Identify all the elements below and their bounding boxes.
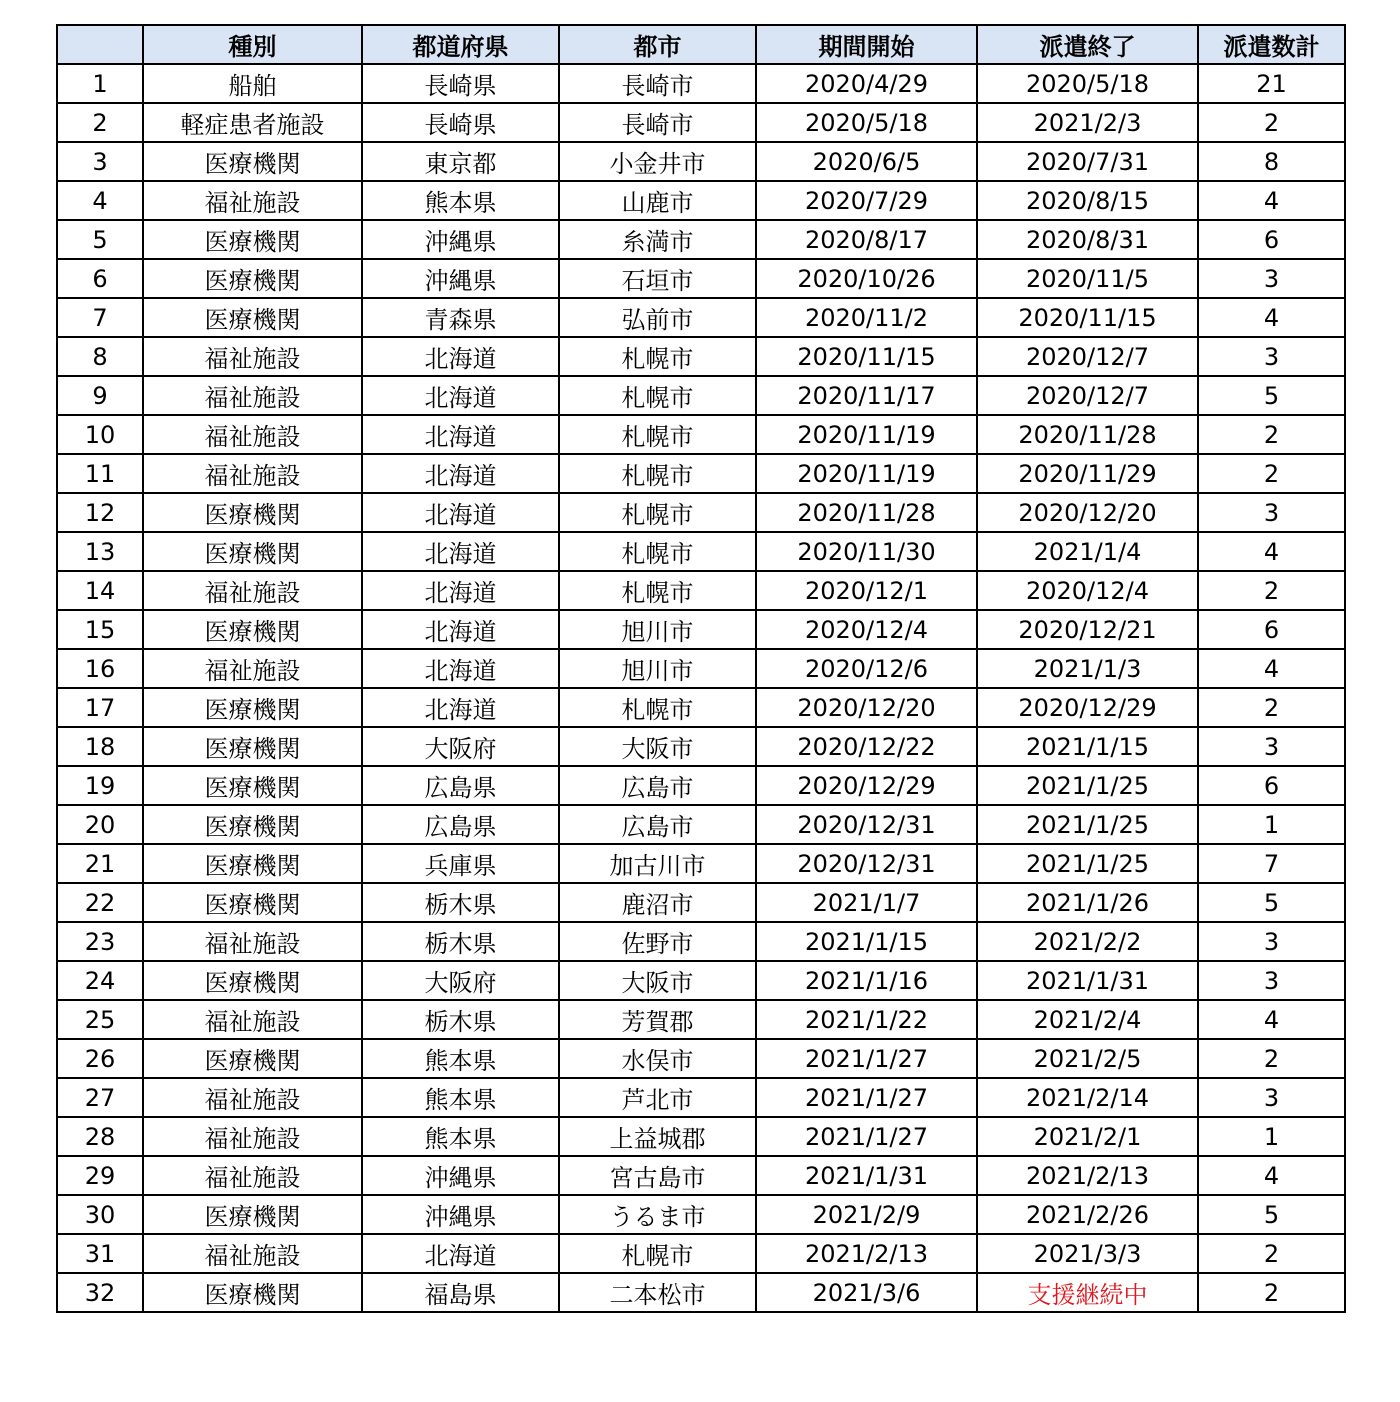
cell-dispatch-total: 5 xyxy=(1198,376,1345,415)
cell-city: 札幌市 xyxy=(559,454,756,493)
cell-start-date: 2020/7/29 xyxy=(756,181,977,220)
cell-end-date: 2020/8/15 xyxy=(977,181,1198,220)
cell-index: 5 xyxy=(57,220,143,259)
cell-city: 二本松市 xyxy=(559,1273,756,1312)
cell-start-date: 2021/3/6 xyxy=(756,1273,977,1312)
cell-end-date: 2021/1/25 xyxy=(977,805,1198,844)
cell-start-date: 2020/12/6 xyxy=(756,649,977,688)
cell-index: 24 xyxy=(57,961,143,1000)
cell-type: 福祉施設 xyxy=(143,571,362,610)
cell-start-date: 2021/2/9 xyxy=(756,1195,977,1234)
table-row xyxy=(57,727,1345,766)
cell-prefecture: 沖縄県 xyxy=(362,259,559,298)
cell-index: 12 xyxy=(57,493,143,532)
cell-start-date: 2020/6/5 xyxy=(756,142,977,181)
cell-type: 医療機関 xyxy=(143,1195,362,1234)
table-row xyxy=(57,844,1345,883)
table-row xyxy=(57,1117,1345,1156)
cell-start-date: 2020/11/19 xyxy=(756,454,977,493)
cell-city: 札幌市 xyxy=(559,532,756,571)
cell-end-date: 2020/11/5 xyxy=(977,259,1198,298)
cell-type: 医療機関 xyxy=(143,610,362,649)
cell-end-date: 2020/12/7 xyxy=(977,376,1198,415)
cell-index: 21 xyxy=(57,844,143,883)
cell-index: 1 xyxy=(57,64,143,103)
cell-index: 32 xyxy=(57,1273,143,1312)
cell-index: 26 xyxy=(57,1039,143,1078)
cell-dispatch-total: 3 xyxy=(1198,493,1345,532)
cell-type: 福祉施設 xyxy=(143,181,362,220)
cell-start-date: 2021/1/27 xyxy=(756,1078,977,1117)
cell-city: 長崎市 xyxy=(559,103,756,142)
cell-end-date: 2020/12/7 xyxy=(977,337,1198,376)
cell-end-date: 2021/1/4 xyxy=(977,532,1198,571)
cell-type: 医療機関 xyxy=(143,220,362,259)
table-row xyxy=(57,103,1345,142)
cell-prefecture: 大阪府 xyxy=(362,961,559,1000)
cell-start-date: 2020/8/17 xyxy=(756,220,977,259)
cell-start-date: 2020/12/20 xyxy=(756,688,977,727)
cell-dispatch-total: 4 xyxy=(1198,532,1345,571)
table-row xyxy=(57,220,1345,259)
cell-start-date: 2021/1/7 xyxy=(756,883,977,922)
cell-prefecture: 北海道 xyxy=(362,571,559,610)
cell-city: 長崎市 xyxy=(559,64,756,103)
cell-city: 広島市 xyxy=(559,805,756,844)
cell-dispatch-total: 4 xyxy=(1198,649,1345,688)
table-row xyxy=(57,766,1345,805)
cell-dispatch-total: 3 xyxy=(1198,922,1345,961)
table-body xyxy=(57,64,1345,1312)
cell-city: 水俣市 xyxy=(559,1039,756,1078)
table-row xyxy=(57,454,1345,493)
header-index xyxy=(57,25,143,64)
cell-dispatch-total: 5 xyxy=(1198,883,1345,922)
cell-prefecture: 大阪府 xyxy=(362,727,559,766)
cell-start-date: 2020/11/28 xyxy=(756,493,977,532)
cell-city: 札幌市 xyxy=(559,688,756,727)
cell-start-date: 2021/1/16 xyxy=(756,961,977,1000)
table-row xyxy=(57,1273,1345,1312)
cell-city: 芦北市 xyxy=(559,1078,756,1117)
cell-index: 15 xyxy=(57,610,143,649)
cell-dispatch-total: 8 xyxy=(1198,142,1345,181)
cell-end-date: 2021/1/25 xyxy=(977,766,1198,805)
cell-index: 30 xyxy=(57,1195,143,1234)
cell-city: 旭川市 xyxy=(559,649,756,688)
cell-prefecture: 長崎県 xyxy=(362,103,559,142)
dispatch-table xyxy=(56,24,1346,1313)
cell-end-date: 2021/1/31 xyxy=(977,961,1198,1000)
cell-end-date: 2021/2/13 xyxy=(977,1156,1198,1195)
cell-type: 軽症患者施設 xyxy=(143,103,362,142)
cell-type: 福祉施設 xyxy=(143,337,362,376)
cell-city: 札幌市 xyxy=(559,415,756,454)
cell-start-date: 2021/1/27 xyxy=(756,1039,977,1078)
cell-index: 19 xyxy=(57,766,143,805)
cell-city: 旭川市 xyxy=(559,610,756,649)
cell-city: 大阪市 xyxy=(559,961,756,1000)
cell-prefecture: 福島県 xyxy=(362,1273,559,1312)
cell-city: 宮古島市 xyxy=(559,1156,756,1195)
cell-dispatch-total: 3 xyxy=(1198,259,1345,298)
cell-dispatch-total: 6 xyxy=(1198,610,1345,649)
cell-dispatch-total: 3 xyxy=(1198,337,1345,376)
table-header xyxy=(57,25,1345,64)
cell-city: 広島市 xyxy=(559,766,756,805)
cell-end-date: 2021/2/5 xyxy=(977,1039,1198,1078)
cell-prefecture: 北海道 xyxy=(362,415,559,454)
cell-prefecture: 北海道 xyxy=(362,649,559,688)
cell-index: 7 xyxy=(57,298,143,337)
cell-end-date: 2020/12/20 xyxy=(977,493,1198,532)
cell-start-date: 2020/12/31 xyxy=(756,805,977,844)
cell-dispatch-total: 21 xyxy=(1198,64,1345,103)
cell-start-date: 2020/12/4 xyxy=(756,610,977,649)
cell-start-date: 2020/12/31 xyxy=(756,844,977,883)
cell-type: 医療機関 xyxy=(143,805,362,844)
cell-city: 札幌市 xyxy=(559,493,756,532)
cell-start-date: 2020/12/22 xyxy=(756,727,977,766)
cell-dispatch-total: 7 xyxy=(1198,844,1345,883)
cell-end-date: 2021/1/25 xyxy=(977,844,1198,883)
cell-type: 医療機関 xyxy=(143,1273,362,1312)
cell-end-date: 2020/12/29 xyxy=(977,688,1198,727)
cell-city: うるま市 xyxy=(559,1195,756,1234)
header-prefecture: 都道府県 xyxy=(362,25,559,64)
cell-city: 弘前市 xyxy=(559,298,756,337)
cell-type: 福祉施設 xyxy=(143,1156,362,1195)
cell-index: 31 xyxy=(57,1234,143,1273)
table-row xyxy=(57,610,1345,649)
table-row xyxy=(57,298,1345,337)
cell-prefecture: 沖縄県 xyxy=(362,1195,559,1234)
table-row xyxy=(57,181,1345,220)
cell-dispatch-total: 6 xyxy=(1198,220,1345,259)
cell-type: 福祉施設 xyxy=(143,1117,362,1156)
cell-prefecture: 熊本県 xyxy=(362,1117,559,1156)
cell-prefecture: 熊本県 xyxy=(362,181,559,220)
table-row xyxy=(57,1234,1345,1273)
cell-dispatch-total: 2 xyxy=(1198,103,1345,142)
cell-prefecture: 北海道 xyxy=(362,532,559,571)
cell-start-date: 2020/11/15 xyxy=(756,337,977,376)
cell-type: 医療機関 xyxy=(143,961,362,1000)
cell-end-date: 2021/1/15 xyxy=(977,727,1198,766)
cell-prefecture: 東京都 xyxy=(362,142,559,181)
cell-start-date: 2020/12/1 xyxy=(756,571,977,610)
cell-type: 福祉施設 xyxy=(143,649,362,688)
cell-dispatch-total: 6 xyxy=(1198,766,1345,805)
cell-end-date: 2020/11/29 xyxy=(977,454,1198,493)
table-row xyxy=(57,649,1345,688)
header-type: 種別 xyxy=(143,25,362,64)
cell-type: 福祉施設 xyxy=(143,454,362,493)
cell-type: 福祉施設 xyxy=(143,376,362,415)
cell-end-date: 2021/2/14 xyxy=(977,1078,1198,1117)
cell-city: 鹿沼市 xyxy=(559,883,756,922)
cell-prefecture: 北海道 xyxy=(362,688,559,727)
cell-city: 小金井市 xyxy=(559,142,756,181)
table-row xyxy=(57,1039,1345,1078)
cell-prefecture: 栃木県 xyxy=(362,922,559,961)
cell-prefecture: 青森県 xyxy=(362,298,559,337)
cell-dispatch-total: 2 xyxy=(1198,688,1345,727)
cell-type: 医療機関 xyxy=(143,883,362,922)
cell-prefecture: 熊本県 xyxy=(362,1078,559,1117)
cell-end-date: 2020/11/28 xyxy=(977,415,1198,454)
cell-index: 11 xyxy=(57,454,143,493)
cell-prefecture: 熊本県 xyxy=(362,1039,559,1078)
cell-prefecture: 北海道 xyxy=(362,610,559,649)
cell-end-date: 2020/11/15 xyxy=(977,298,1198,337)
cell-prefecture: 北海道 xyxy=(362,493,559,532)
cell-index: 4 xyxy=(57,181,143,220)
cell-start-date: 2020/11/2 xyxy=(756,298,977,337)
cell-end-date: 支援継続中 xyxy=(977,1273,1198,1312)
header-city: 都市 xyxy=(559,25,756,64)
cell-prefecture: 栃木県 xyxy=(362,1000,559,1039)
cell-index: 6 xyxy=(57,259,143,298)
cell-end-date: 2020/5/18 xyxy=(977,64,1198,103)
cell-index: 20 xyxy=(57,805,143,844)
cell-dispatch-total: 4 xyxy=(1198,181,1345,220)
cell-dispatch-total: 3 xyxy=(1198,961,1345,1000)
cell-type: 医療機関 xyxy=(143,142,362,181)
cell-end-date: 2021/2/26 xyxy=(977,1195,1198,1234)
cell-start-date: 2020/5/18 xyxy=(756,103,977,142)
cell-dispatch-total: 4 xyxy=(1198,1000,1345,1039)
cell-prefecture: 長崎県 xyxy=(362,64,559,103)
table-row xyxy=(57,532,1345,571)
cell-city: 札幌市 xyxy=(559,376,756,415)
cell-type: 医療機関 xyxy=(143,766,362,805)
cell-city: 札幌市 xyxy=(559,1234,756,1273)
cell-type: 医療機関 xyxy=(143,727,362,766)
cell-start-date: 2021/1/27 xyxy=(756,1117,977,1156)
table-row xyxy=(57,259,1345,298)
table-row xyxy=(57,571,1345,610)
cell-end-date: 2021/2/3 xyxy=(977,103,1198,142)
table-row xyxy=(57,1195,1345,1234)
cell-index: 10 xyxy=(57,415,143,454)
table-row xyxy=(57,688,1345,727)
cell-index: 8 xyxy=(57,337,143,376)
cell-index: 16 xyxy=(57,649,143,688)
cell-dispatch-total: 4 xyxy=(1198,298,1345,337)
cell-prefecture: 兵庫県 xyxy=(362,844,559,883)
cell-city: 上益城郡 xyxy=(559,1117,756,1156)
cell-dispatch-total: 5 xyxy=(1198,1195,1345,1234)
cell-prefecture: 栃木県 xyxy=(362,883,559,922)
cell-city: 加古川市 xyxy=(559,844,756,883)
cell-dispatch-total: 2 xyxy=(1198,571,1345,610)
cell-type: 医療機関 xyxy=(143,532,362,571)
cell-type: 医療機関 xyxy=(143,259,362,298)
cell-prefecture: 広島県 xyxy=(362,766,559,805)
cell-dispatch-total: 3 xyxy=(1198,727,1345,766)
header-row xyxy=(57,25,1345,64)
cell-type: 医療機関 xyxy=(143,493,362,532)
cell-city: 糸満市 xyxy=(559,220,756,259)
cell-dispatch-total: 1 xyxy=(1198,1117,1345,1156)
cell-dispatch-total: 3 xyxy=(1198,1078,1345,1117)
cell-end-date: 2021/1/26 xyxy=(977,883,1198,922)
cell-index: 9 xyxy=(57,376,143,415)
cell-prefecture: 北海道 xyxy=(362,376,559,415)
table-row xyxy=(57,493,1345,532)
cell-end-date: 2021/2/1 xyxy=(977,1117,1198,1156)
table-row xyxy=(57,64,1345,103)
cell-type: 福祉施設 xyxy=(143,922,362,961)
cell-index: 25 xyxy=(57,1000,143,1039)
cell-start-date: 2020/11/19 xyxy=(756,415,977,454)
cell-city: 札幌市 xyxy=(559,571,756,610)
cell-prefecture: 広島県 xyxy=(362,805,559,844)
table-row xyxy=(57,1078,1345,1117)
cell-dispatch-total: 2 xyxy=(1198,1273,1345,1312)
cell-prefecture: 北海道 xyxy=(362,337,559,376)
table-row xyxy=(57,922,1345,961)
cell-index: 29 xyxy=(57,1156,143,1195)
dispatch-table-container xyxy=(56,24,1346,1313)
table-row xyxy=(57,805,1345,844)
cell-type: 医療機関 xyxy=(143,1039,362,1078)
header-dispatch-total: 派遣数計 xyxy=(1198,25,1345,64)
cell-start-date: 2020/12/29 xyxy=(756,766,977,805)
table-row xyxy=(57,337,1345,376)
cell-start-date: 2021/1/31 xyxy=(756,1156,977,1195)
header-start-date: 期間開始 xyxy=(756,25,977,64)
cell-city: 大阪市 xyxy=(559,727,756,766)
cell-type: 福祉施設 xyxy=(143,1234,362,1273)
cell-prefecture: 北海道 xyxy=(362,1234,559,1273)
cell-index: 2 xyxy=(57,103,143,142)
cell-dispatch-total: 2 xyxy=(1198,454,1345,493)
cell-type: 医療機関 xyxy=(143,844,362,883)
cell-type: 福祉施設 xyxy=(143,1078,362,1117)
table-row xyxy=(57,1000,1345,1039)
cell-prefecture: 沖縄県 xyxy=(362,1156,559,1195)
cell-start-date: 2020/11/30 xyxy=(756,532,977,571)
cell-dispatch-total: 2 xyxy=(1198,1039,1345,1078)
cell-type: 医療機関 xyxy=(143,688,362,727)
header-end-date: 派遣終了 xyxy=(977,25,1198,64)
cell-type: 船舶 xyxy=(143,64,362,103)
cell-index: 14 xyxy=(57,571,143,610)
cell-prefecture: 北海道 xyxy=(362,454,559,493)
table-row xyxy=(57,883,1345,922)
cell-city: 芳賀郡 xyxy=(559,1000,756,1039)
table-row xyxy=(57,142,1345,181)
cell-city: 佐野市 xyxy=(559,922,756,961)
cell-index: 23 xyxy=(57,922,143,961)
cell-end-date: 2021/1/3 xyxy=(977,649,1198,688)
cell-index: 13 xyxy=(57,532,143,571)
cell-end-date: 2021/3/3 xyxy=(977,1234,1198,1273)
cell-start-date: 2021/1/15 xyxy=(756,922,977,961)
cell-end-date: 2020/8/31 xyxy=(977,220,1198,259)
cell-dispatch-total: 4 xyxy=(1198,1156,1345,1195)
cell-dispatch-total: 1 xyxy=(1198,805,1345,844)
table-row xyxy=(57,961,1345,1000)
cell-start-date: 2020/4/29 xyxy=(756,64,977,103)
cell-index: 22 xyxy=(57,883,143,922)
table-row xyxy=(57,415,1345,454)
cell-end-date: 2020/7/31 xyxy=(977,142,1198,181)
cell-city: 石垣市 xyxy=(559,259,756,298)
cell-type: 福祉施設 xyxy=(143,1000,362,1039)
cell-city: 山鹿市 xyxy=(559,181,756,220)
cell-index: 18 xyxy=(57,727,143,766)
cell-end-date: 2020/12/4 xyxy=(977,571,1198,610)
cell-start-date: 2021/1/22 xyxy=(756,1000,977,1039)
table-row xyxy=(57,1156,1345,1195)
cell-index: 27 xyxy=(57,1078,143,1117)
cell-dispatch-total: 2 xyxy=(1198,1234,1345,1273)
cell-end-date: 2020/12/21 xyxy=(977,610,1198,649)
cell-end-date: 2021/2/2 xyxy=(977,922,1198,961)
cell-dispatch-total: 2 xyxy=(1198,415,1345,454)
table-row xyxy=(57,376,1345,415)
cell-end-date: 2021/2/4 xyxy=(977,1000,1198,1039)
cell-city: 札幌市 xyxy=(559,337,756,376)
cell-start-date: 2021/2/13 xyxy=(756,1234,977,1273)
cell-index: 28 xyxy=(57,1117,143,1156)
cell-index: 3 xyxy=(57,142,143,181)
cell-start-date: 2020/11/17 xyxy=(756,376,977,415)
cell-type: 医療機関 xyxy=(143,298,362,337)
cell-start-date: 2020/10/26 xyxy=(756,259,977,298)
cell-type: 福祉施設 xyxy=(143,415,362,454)
cell-prefecture: 沖縄県 xyxy=(362,220,559,259)
cell-index: 17 xyxy=(57,688,143,727)
